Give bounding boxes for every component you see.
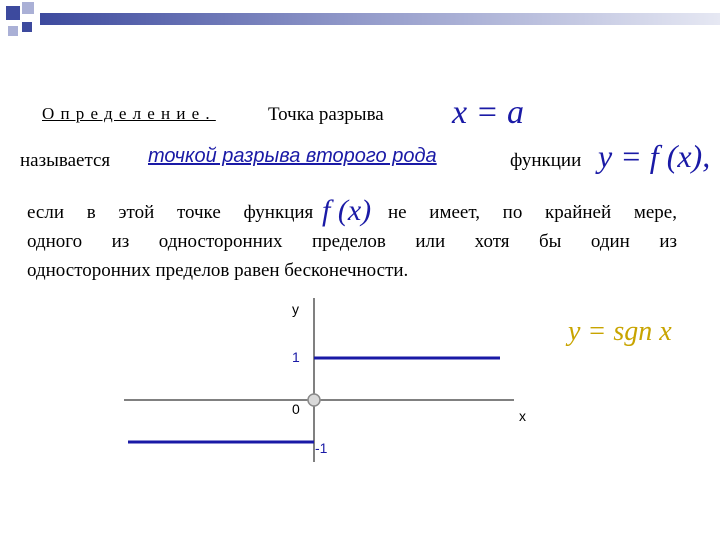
definition-line-2: одного из односторонних пределов или хотя бы один из — [27, 231, 677, 252]
origin-point — [308, 394, 320, 406]
text-called: называется — [20, 150, 111, 171]
line1-end: не имеет, по крайней мере, — [387, 202, 677, 223]
definition-line-3: односторонних пределов равен бесконечности. — [27, 260, 409, 281]
equation-sgn: y = sgn x — [568, 316, 672, 347]
x-axis-label: x — [519, 408, 526, 424]
equation-fx: f (x) — [322, 194, 372, 227]
tick-label-0: 0 — [292, 401, 300, 417]
equation-x-equals-a: x = a — [452, 94, 525, 131]
tick-label-minus-1: -1 — [315, 440, 328, 456]
definition-text-point: Точка разрыва — [268, 104, 384, 125]
tick-label-1: 1 — [292, 349, 300, 365]
text-function: функции — [510, 150, 582, 171]
definition-label: Определение. — [42, 104, 216, 123]
equation-y-equals-fx: y = f (x), — [598, 138, 711, 174]
y-axis-label: y — [292, 301, 299, 317]
line1-start: если в этой точке функция — [27, 202, 314, 223]
term-second-kind-discontinuity: точкой разрыва второго рода — [148, 145, 437, 167]
